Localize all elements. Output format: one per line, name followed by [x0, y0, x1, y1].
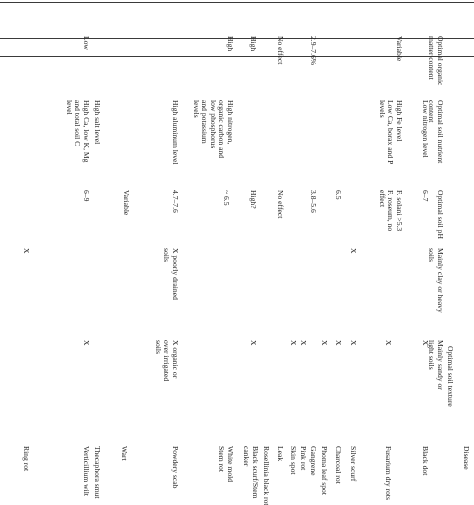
cell-nutrient: High aluminum level [171, 100, 180, 165]
cell-clay: X poorly drained soils [162, 248, 180, 300]
cell-sandy: X [82, 340, 91, 346]
cell-ph: F. solani >5.3 F. roseum, no effect [377, 190, 404, 232]
cell-disease: Skin spot [289, 446, 298, 475]
cell-sandy: X [289, 340, 298, 346]
cell-disease: Charcoal rot [334, 446, 343, 484]
cell-nutrient: High nitrogen, organic carbon and low phosphorus and potassium levels [191, 100, 235, 159]
cell-nutrient: High salt level [93, 100, 102, 145]
cell-sandy: X [299, 340, 308, 346]
cell-disease: Wart [120, 446, 129, 461]
cell-nutrient: High Ca, low K, Mg and total soil C level [64, 100, 91, 163]
cell-ph: 3.8–5.6 [309, 190, 318, 213]
cell-disease: Black dot [421, 446, 430, 476]
cell-ph: No effect [276, 190, 285, 219]
cell-organic: High [249, 36, 258, 52]
cell-sandy: X [384, 340, 393, 346]
cell-sandy: X [421, 340, 430, 346]
cell-sandy: X [320, 340, 329, 346]
header-organic-matter: Optimal organic matter content [427, 36, 445, 86]
cell-ph: 6–7 [421, 190, 430, 202]
cell-sandy: X [349, 340, 358, 346]
cell-disease: Fusarium dry rots [384, 446, 393, 500]
table-top-rule [0, 2, 474, 3]
cell-disease: Black scurf/Stem canker [242, 446, 260, 499]
cell-sandy: X [249, 340, 258, 346]
cell-organic: Variable [395, 36, 404, 62]
cell-nutrient: High Fe level Low Ca, borax and P levels [377, 100, 404, 165]
cell-disease: Phoma leaf spot [320, 446, 329, 495]
cell-ph: 6–9 [82, 190, 91, 202]
cell-clay: X [349, 248, 358, 254]
cell-disease: Silver scurf [349, 446, 358, 482]
header-soil-ph: Optimal soil pH [436, 190, 445, 239]
cell-disease: Verticillium wilt [82, 446, 91, 496]
cell-ph: 6.5 [334, 190, 343, 200]
header-sandy-soils: Mainly sandy or light soils [427, 340, 445, 390]
cell-disease: Gangrene [309, 446, 318, 476]
cell-disease: White mold Stem rot [217, 446, 235, 483]
cell-clay: X [22, 248, 31, 254]
cell-ph: High? [249, 190, 258, 209]
cell-disease: Pink rot [299, 446, 308, 471]
cell-organic: No effect [276, 36, 285, 65]
cell-ph: Variable [122, 190, 131, 216]
header-clay-soils: Mainly clay or heavy soils [427, 248, 445, 313]
cell-nutrient: Low nitrogen level [421, 100, 430, 158]
cell-sandy: X [334, 340, 343, 346]
header-optimal-soil-texture: Optimal soil texture [446, 346, 455, 407]
cell-organic: 2.9–7.6% [309, 36, 318, 66]
header-disease: Disease [462, 446, 471, 470]
cell-organic: High [226, 36, 235, 52]
cell-disease: Leak [276, 446, 285, 462]
header-nutrient-content: Optimal soil nutrient content [427, 100, 445, 164]
cell-organic: Low [82, 36, 91, 50]
cell-ph: ~ 6.5 [222, 190, 231, 206]
cell-disease: Rosellinia black rot [262, 446, 271, 505]
cell-disease: Powdery scab [171, 446, 180, 489]
cell-disease: Thecaphora smut [93, 446, 102, 499]
cell-disease: Ring rot [22, 446, 31, 472]
cell-sandy: X organic or over irrigated soils [153, 340, 180, 382]
cell-ph: 4.7–7.6 [171, 190, 180, 213]
